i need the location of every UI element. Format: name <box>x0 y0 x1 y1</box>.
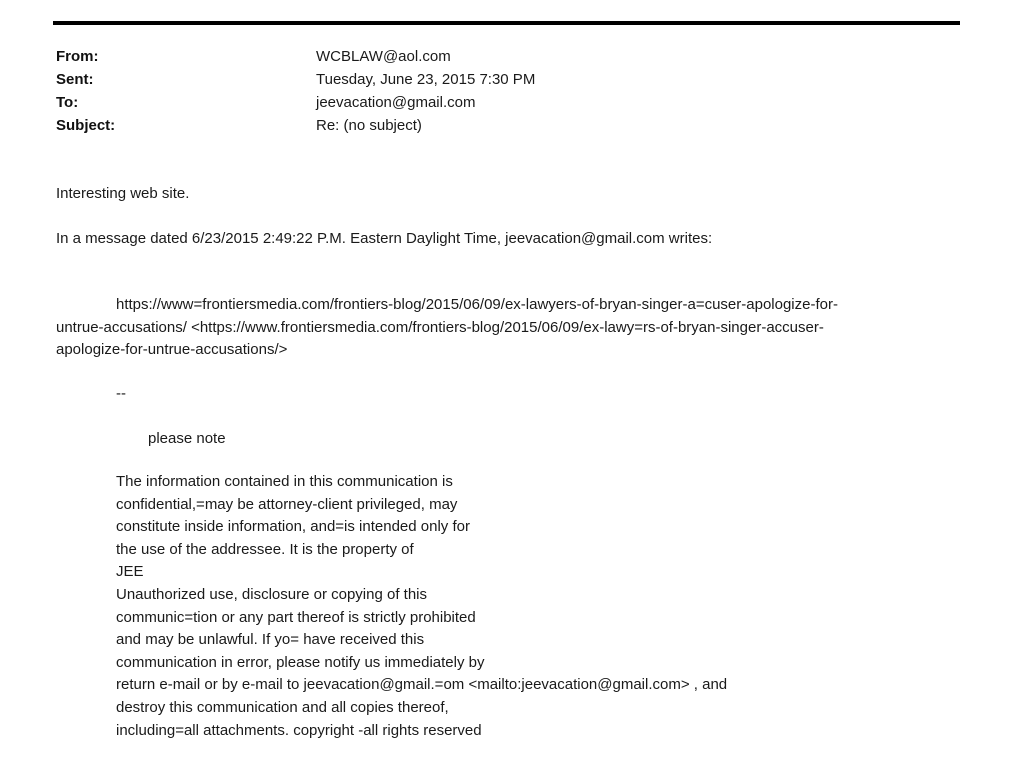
url-line: apologize-for-untrue-accusations/> <box>56 341 288 358</box>
please-note-text: please note <box>148 430 226 447</box>
disclaimer-line: confidential,=may be attorney-client privileged, may <box>116 495 458 513</box>
from-value: WCBLAW@aol.com <box>316 48 451 65</box>
disclaimer-line: communic=tion or any part thereof is strictly prohibited <box>116 608 476 626</box>
confidentiality-disclaimer <box>116 471 727 742</box>
disclaimer-line: return e-mail or by e-mail to jeevacation@gmail.=om <mailto:jeevacation@gmail.com> , and <box>116 676 728 694</box>
sent-label: Sent: <box>56 71 94 88</box>
disclaimer-line: JEE <box>116 563 144 581</box>
disclaimer-line: constitute inside information, and=is intended only for <box>116 518 470 536</box>
url-line: https://www=frontiersmedia.com/frontiers-blog/2015/06/09/ex-lawyers-of-bryan-singer-a=cuser-apologize-for- <box>116 296 838 313</box>
disclaimer-line: and may be unlawful. If yo= have received this <box>116 631 425 649</box>
to-value: jeevacation@gmail.com <box>316 94 476 111</box>
disclaimer-line: communication in error, please notify us immediately by <box>116 653 485 671</box>
disclaimer-line: The information contained in this communication is <box>116 473 453 490</box>
reply-text: Interesting web site. <box>56 185 190 202</box>
sent-value: Tuesday, June 23, 2015 7:30 PM <box>316 71 536 88</box>
signature-separator: -- <box>116 385 126 402</box>
subject-value: Re: (no subject) <box>316 117 422 134</box>
from-label: From: <box>56 48 99 65</box>
subject-label: Subject: <box>56 117 116 134</box>
url-line: untrue-accusations/ <https://www.frontiersmedia.com/frontiers-blog/2015/06/09/ex-lawy=rs-of-bryan-singer-accuser- <box>56 318 824 336</box>
disclaimer-line: the use of the addressee. It is the property of <box>116 540 414 558</box>
to-label: To: <box>56 94 79 111</box>
disclaimer-line: destroy this communication and all copies thereof, <box>116 698 449 716</box>
quoted-url-block <box>56 294 961 362</box>
header-divider-rule <box>53 21 960 25</box>
quote-intro: In a message dated 6/23/2015 2:49:22 P.M. Eastern Daylight Time, jeevacation@gmail.com writes: <box>56 230 713 247</box>
disclaimer-line: Unauthorized use, disclosure or copying of this <box>116 585 428 603</box>
disclaimer-line: including=all attachments. copyright -all rights reserved <box>116 721 482 739</box>
